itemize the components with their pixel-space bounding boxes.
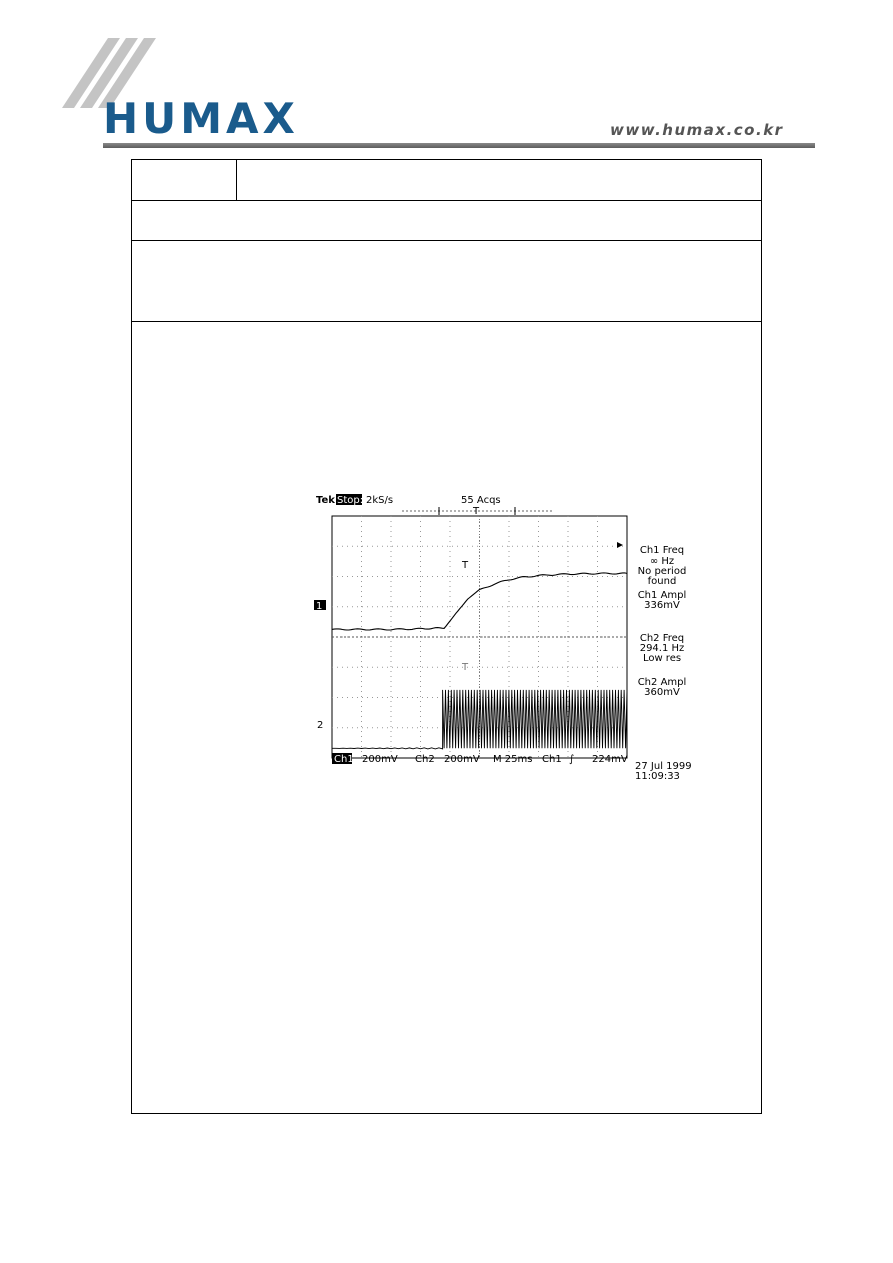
oscilloscope-display <box>307 488 697 788</box>
row-divider-1 <box>132 200 761 201</box>
ch1-ampl-value: 336mV <box>644 600 680 611</box>
row-divider-2 <box>132 240 761 241</box>
ch1-freq-note2: found <box>647 576 677 587</box>
header-rule <box>103 143 815 148</box>
ch2-freq-label: Ch2 Freq <box>639 633 685 644</box>
ch2-scale: 200mV <box>444 754 480 765</box>
capture-time: 11:09:33 <box>635 771 680 782</box>
trigger-level-arrow <box>617 542 623 548</box>
ch1-ampl-label: Ch1 Ampl <box>637 590 687 601</box>
trigger-source: Ch1 <box>542 754 562 765</box>
ch2-label: Ch2 <box>415 754 435 765</box>
capture-date: 27 Jul 1999 <box>635 761 692 772</box>
row-divider-3 <box>132 321 761 322</box>
acquisitions: 55 Acqs <box>461 495 501 506</box>
sample-rate: 2kS/s <box>366 495 394 506</box>
timebase: M 25ms <box>493 754 533 765</box>
ch2-trace <box>332 690 627 749</box>
scope-brand: Tek <box>316 495 335 506</box>
measurement-panel <box>638 545 687 698</box>
ch1-freq-value: ∞ Hz <box>649 556 675 567</box>
ch2-ampl-label: Ch2 Ampl <box>637 677 687 688</box>
trigger-level: 224mV <box>592 754 628 765</box>
ch1-scale: 200mV <box>362 754 398 765</box>
ch1-label: Ch1 <box>334 754 354 765</box>
ch1-freq-label: Ch1 Freq <box>639 545 685 556</box>
trigger-point-marker: T <box>462 560 469 571</box>
ch2-marker: 2 <box>317 720 324 731</box>
header-cell-divider <box>236 160 237 201</box>
record-trigger-marker: T <box>473 506 480 517</box>
trigger-slope: ∫ <box>569 754 575 765</box>
ch2-freq-value: 294.1 Hz <box>639 643 685 654</box>
scope-status: Stop: <box>337 495 364 506</box>
ch2-freq-note: Low res <box>642 653 682 664</box>
ch2-ampl-value: 360mV <box>644 687 680 698</box>
ch2-trigger-marker: T <box>462 662 469 673</box>
oscilloscope-capture <box>307 488 697 788</box>
ch1-marker: 1 <box>316 601 323 612</box>
website-url: www.humax.co.kr <box>610 121 784 139</box>
ch1-freq-note1: No period <box>637 566 687 577</box>
humax-logo: HUMAX <box>103 94 299 143</box>
